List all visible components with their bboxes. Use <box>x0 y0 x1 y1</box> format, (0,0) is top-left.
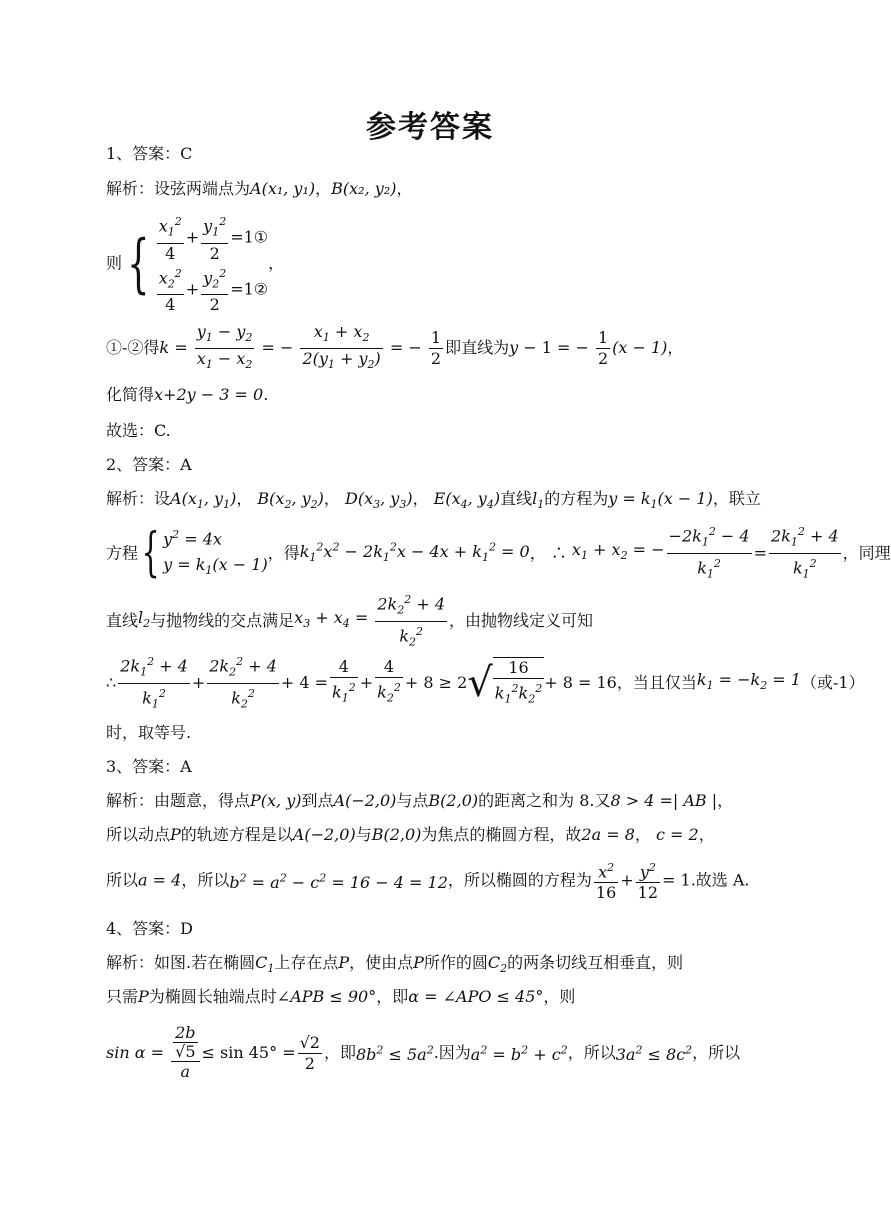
q1-line-1: 解析：设弦两端点为A(x₁, y₁)，B(x₂, y₂)， <box>106 179 413 198</box>
q1-system: 则{ $\frac{x_1^2}{4}$ + $\frac{y_1^2}{2}$ =1① $\frac{x_2^2}{4}$ + $\frac{y_2^2}{2}$ =1② ， <box>106 212 746 308</box>
q1-eq-2: $\frac{x_2^2}{4}$ + $\frac{y_2^2}{2}$ =1② <box>155 264 268 316</box>
page-title: 参考答案 <box>366 110 494 145</box>
q4-line-2: 只需P为椭圆长轴端点时∠APB ≤ 90°，即α = ∠APO ≤ 45°，则 <box>106 987 576 1006</box>
q3-line-3: 所以a = 4，所以$b^2 = a^2 - c^2 = 16 - 4 = 12$，所以椭圆的方程为 $\frac{x^2}{16}$ + $\frac{y^2}{12}$ = 1.故选 A. <box>106 858 746 908</box>
q2-line-3: 直线$l_2$与抛物线的交点满足$x_3 + x_4$ = $\frac{2k_2^2 + 4}{k_2^2}$ ，由抛物线定义可知 <box>106 590 746 640</box>
q4-answer: 4、答案：D <box>106 919 194 938</box>
q1-line-4: 化简得x+2y − 3 = 0. <box>106 385 269 404</box>
q2-line-1: 解析：设$A(x_1$, $y_1$)， $B(x_2$, $y_2$)， $D(x_3$, $y_3$)， $E(x_4$, $y_4$)直线$l_1$的方程为$y = k_1(x - 1)$，联立 <box>106 489 761 512</box>
q3-line-2: 所以动点P的轨迹方程是以A(−2,0)与B(2,0)为焦点的椭圆方程，故2a = 8， c = 2， <box>106 825 715 844</box>
q1-answer: 1、答案：C <box>106 144 193 163</box>
q1-line-5: 故选：C. <box>106 421 171 440</box>
q4-line-3: sin α = $\frac{\frac{2b}{√5}}{a}$ ≤ sin 45° = $\frac{√2}{2}$ ，即$8b^2 \le 5a^2$.因为$a^2 = b^2 + c^2$，所以$3a^2 \le 8c^2$，所以 <box>106 1023 741 1081</box>
q2-line-2: 方程{ $y^2 = 4x$ $y = k_1(x - 1)$ ，得$k_1^2x^2 - 2k_1^2x - 4x + k_1^2 = 0$， ∴ $x_1 + x_2$ = − $\frac{-2k_1^2 - 4}{k_1^2}$ = $\frac{2k_1^2 + 4}{k_1^2}$ ，同理 <box>106 523 891 584</box>
q1-eq-1: $\frac{x_1^2}{4}$ + $\frac{y_1^2}{2}$ =1① <box>155 212 268 264</box>
q2-line-4: ∴ $\frac{2k_1^2 + 4}{k_1^2}$ + $\frac{2k_2^2 + 4}{k_2^2}$ + 4 = $\frac{4}{k_1^2}$ + $\frac{4}{k_2^2}$ + 8 ≥ 2√ $\frac{16}{k_1^2k_2^2}$ + 8 = 16，当且仅当$k_1 = -k_2 = 1$（或-1） <box>106 652 746 708</box>
q2-line-5: 时，取等号. <box>106 723 192 742</box>
q3-line-1: 解析：由题意，得点P(x, y)到点A(−2,0)与点B(2,0)的距离之和为 8.又8 > 4 =| AB |， <box>106 791 734 810</box>
q1-line-3: ①-②得k = $\frac{y_1 - y_2}{x_1 - x_2}$ = − $\frac{x_1 + x_2}{2(y_1 + y_2)}$ = − $\frac{1}{2}$ 即直线为y − 1 = − $\frac{1}{2}$ (x − 1)， <box>106 322 684 372</box>
q4-line-1: 解析：如图.若在椭圆$C_1$上存在点P，使由点P所作的圆$C_2$的两条切线互相垂直，则 <box>106 953 684 976</box>
q3-answer: 3、答案：A <box>106 757 192 776</box>
q2-answer: 2、答案：A <box>106 455 192 474</box>
